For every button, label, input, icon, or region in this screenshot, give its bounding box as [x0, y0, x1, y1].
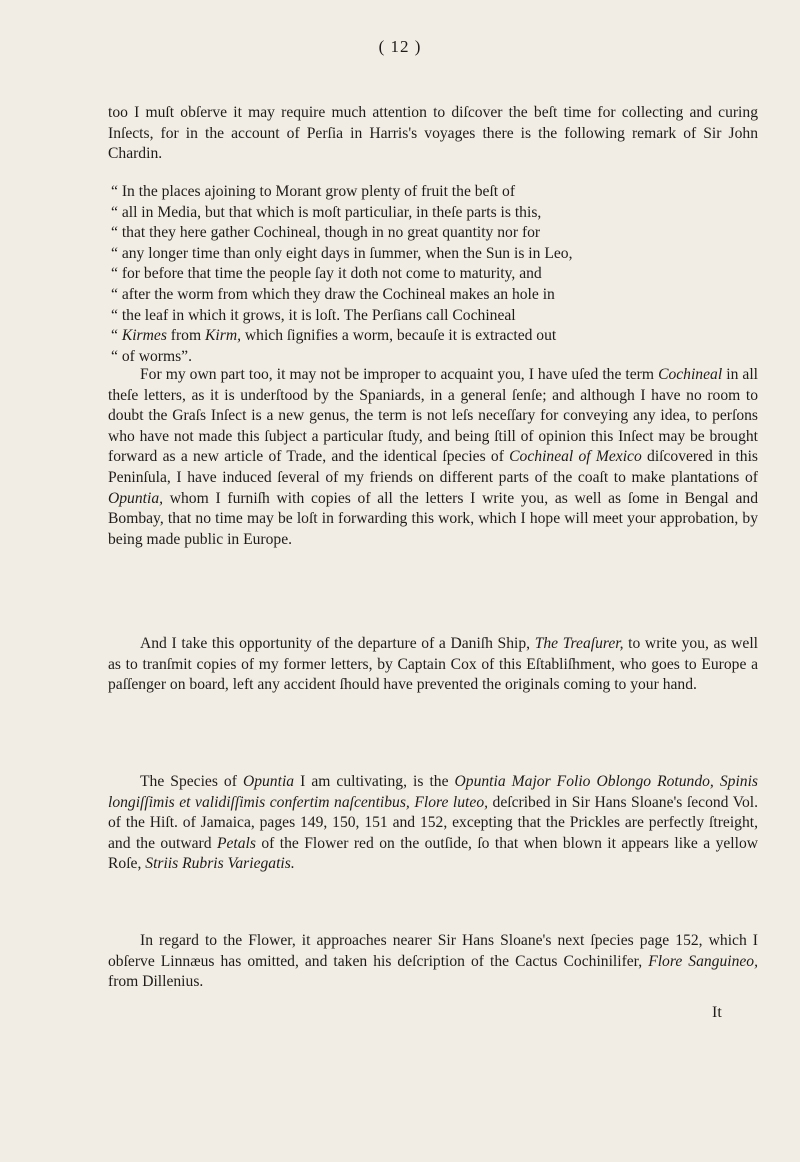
term-kirm: Kirm,	[205, 327, 241, 345]
term-kirmes: Kirmes	[121, 327, 167, 345]
text-run: in all theſe letters, as it is underſtood by the Spaniards, in a general ſenſe; and although I have no room to doubt the Graſs Inſect is a new genus, the term is not leſs neceſſary for conveying any idea, to perſons who have not made this ſubject a particular ſtudy, and being ſtill of opinion this Inſect may be brought forward as a new article of Trade, and the identical ſpecies of	[108, 366, 758, 466]
term-flore-sanguineo: Flore Sanguineo,	[648, 952, 759, 970]
term-cochineal: Cochineal	[658, 366, 723, 383]
page-number: ( 12 )	[378, 37, 422, 56]
paragraph-flower	[108, 931, 758, 993]
text-run: And I take this opportunity of the departure of a Daniſh Ship,	[140, 635, 531, 652]
quote-text: which ſignifies a worm, becauſe it is extracted out	[244, 327, 557, 345]
text-run: I am cultivating, is the	[300, 773, 449, 790]
quote-line: “ all in Media, but that which is moſt particuliar, in theſe parts is this,	[111, 203, 542, 221]
term-striis: Striis Rubris Variegatis.	[145, 855, 295, 873]
quote-line: “ any longer time than only eight days in ſummer, when the Sun is in Leo,	[111, 244, 573, 262]
quote-line: “ of worms”.	[111, 347, 192, 365]
catchword: It	[712, 1004, 722, 1021]
text-run: to write you, as well as to tranſmit copies of my former letters, by Captain Cox of this Eſtabliſhment, who goes to Europe a paſſenger on board, left any accident ſhould have prevented the originals coming to your hand.	[108, 635, 759, 694]
term-opuntia: Opuntia	[242, 773, 295, 790]
term-petals: Petals	[216, 834, 256, 852]
text-run: The Species of	[140, 773, 237, 790]
ship-name: The Treaſurer,	[534, 635, 624, 652]
quote-mark: “	[111, 327, 118, 345]
quote-line-kirmes	[111, 326, 758, 347]
text-run: from Dillenius.	[108, 973, 204, 991]
text-run: diſcovered in this Peninſula, I have induced ſeveral of my friends on different parts of the coaſt to make plantations of	[108, 448, 758, 486]
text-run: For my own part too, it may not be improper to acquaint you, I have uſed the term	[140, 366, 654, 383]
paragraph-intro: too I muſt obſerve it may require much attention to diſcover the beſt time for collecting and curing Inſects, for in the account of Perſia in Harris's voyages there is the following remark of Sir John Chardin.	[108, 104, 758, 163]
text-run: deſcribed in Sir Hans Sloane's ſecond Vol. of the Hiſt. of Jamaica, pages 149, 150, 151 and 152, excepting that the Prickles are perfectly ſtreight, and the outward	[108, 793, 758, 852]
text-run: whom I furniſh with copies of all the letters I write you, as well as ſome in Bengal and Bombay, that no time may be loſt in forwarding this work, which I hope will meet your approbation, by being made public in Europe.	[108, 489, 759, 548]
quote-line: “ In the places ajoining to Morant grow plenty of fruit the beſt of	[111, 183, 516, 200]
paragraph-cochineal	[108, 365, 758, 550]
paragraph-opuntia-species	[108, 772, 758, 875]
quote-text: from	[170, 327, 202, 345]
paragraph-danish-ship	[108, 634, 758, 696]
term-opuntia: Opuntia,	[108, 489, 164, 507]
quote-line: “ the leaf in which it grows, it is loſt. The Perſians call Cochineal	[111, 306, 516, 324]
chardin-quote	[111, 182, 758, 367]
text-run: of the Flower red on the outſide, ſo that when blown it appears like a yellow Roſe,	[108, 834, 759, 873]
term-cochineal-mexico: Cochineal of Mexico	[509, 448, 642, 466]
text-run: In regard to the Flower, it approaches nearer Sir Hans Sloane's next ſpecies page 152, which I obſerve Linnæus has omitted, and taken his deſcription of the Cactus Cochinilifer,	[108, 932, 758, 970]
quote-line: “ that they here gather Cochineal, though in no great quantity nor for	[111, 224, 541, 242]
quote-line: “ for before that time the people ſay it doth not come to maturity, and	[111, 265, 542, 283]
species-name: Opuntia Major Folio Oblongo Rotundo, Spinis longiſſimis et validiſſimis confertim naſcentibus, Flore luteo,	[108, 773, 758, 811]
quote-line: “ after the worm from which they draw the Cochineal makes an hole in	[111, 285, 555, 303]
